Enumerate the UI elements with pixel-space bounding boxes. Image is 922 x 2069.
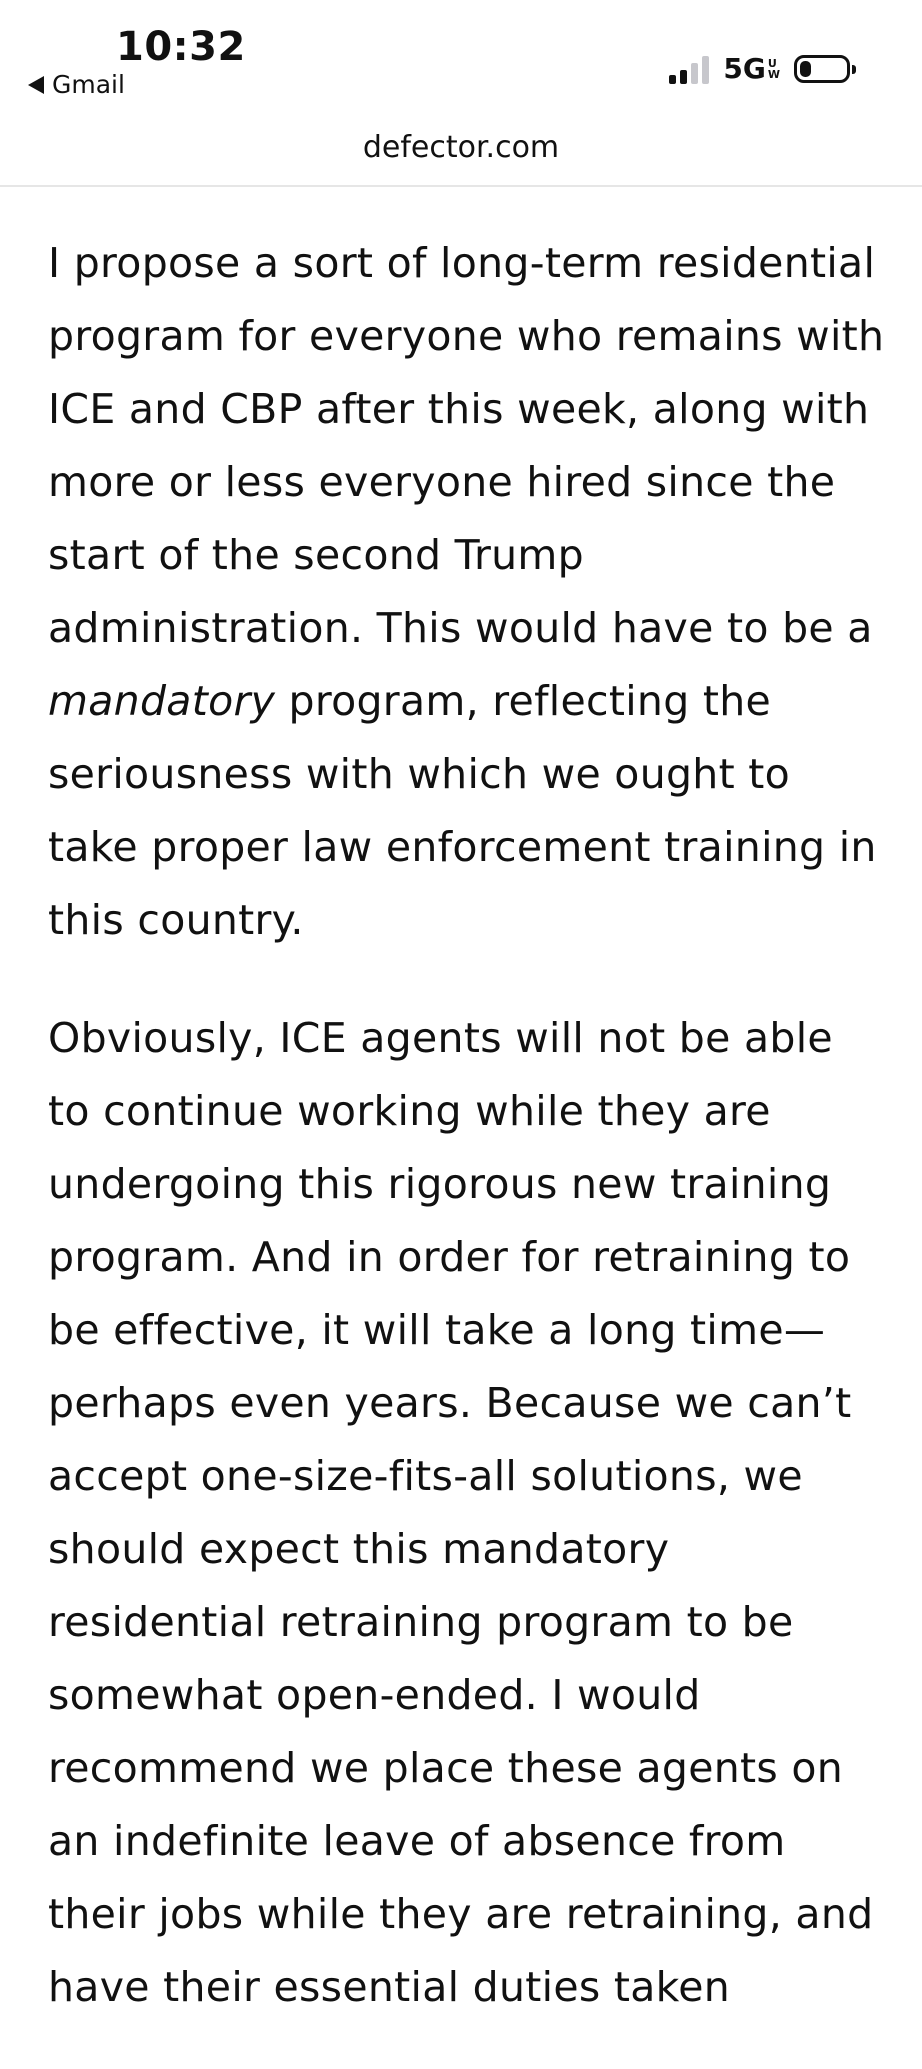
back-arrow-icon	[28, 76, 44, 94]
article-paragraph-2: Obviously, ICE agents will not be able to continue working while they are undergoing this rigorous new training program. And in order for retraining to be effective, it will take a long time—perhaps even years. Because we can’t accept one-size-fits-all solutions, we should expect this mandatory residential retraining program to be somewhat open-ended. I would recommend we place these agents on an indefinite leave of absence from their jobs while they are retraining, and have their essential duties taken	[48, 1014, 874, 2011]
address-bar[interactable]	[0, 130, 922, 165]
back-to-app-button[interactable]	[28, 70, 125, 99]
network-indicator	[723, 52, 780, 85]
emphasized-word: mandatory	[48, 677, 276, 725]
article-body	[48, 227, 888, 2069]
network-type: 5G	[723, 52, 766, 85]
cellular-signal-icon	[669, 54, 709, 84]
network-superscript: U W	[767, 56, 780, 81]
article-paragraph-1: I propose a sort of long-term residential program for everyone who remains with ICE and CBP after this week, along with more or less everyone hired since the start of the second Trump administration. This would have to be a mandatory program, reflecting the seriousness with which we ought to take proper law enforcement training in this country.	[48, 239, 885, 944]
battery-fill	[800, 61, 811, 77]
back-app-label: Gmail	[52, 70, 125, 99]
battery-icon	[794, 55, 850, 83]
page-url: defector.com	[362, 130, 560, 165]
header-divider	[0, 185, 922, 187]
battery-cap	[852, 65, 856, 74]
status-indicators	[669, 52, 850, 85]
status-bar	[0, 0, 922, 110]
clock: 10:32	[116, 24, 246, 70]
